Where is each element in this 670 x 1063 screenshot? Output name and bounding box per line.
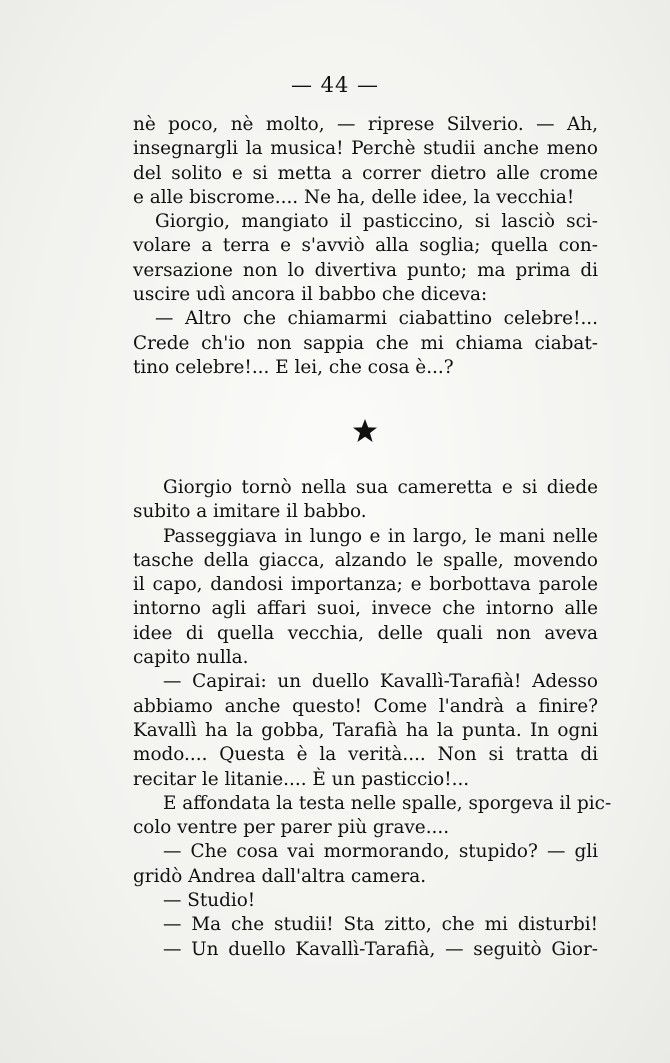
text-line: — Che cosa vai mormorando, stupido? — gli: [163, 841, 598, 863]
text-line: versazione non lo divertiva punto; ma prima di: [133, 259, 598, 281]
text-line: il capo, dandosi importanza; e borbottava parole: [133, 574, 598, 596]
star-icon: [352, 418, 378, 444]
text-line: Crede ch'io non sappia che mi chiama ciabat-: [133, 332, 598, 354]
text-line: — Capirai: un duello Kavallì-Tarafià! Adesso: [163, 671, 598, 693]
paragraph-block-1: [133, 113, 598, 380]
text-line: — Un duello Kavallì-Tarafià, — seguitò Gior-: [163, 938, 598, 960]
text-line: tasche della giacca, alzando le spalle, movendo: [133, 549, 598, 571]
text-line: modo.... Questa è la verità.... Non si tratta di: [133, 744, 598, 766]
text-line: idee di quella vecchia, delle quali non aveva: [133, 622, 598, 644]
text-line: intorno agli affari suoi, invece che intorno alle: [133, 598, 598, 620]
text-line: recitar le litanie.... È un pasticcio!...: [133, 768, 470, 790]
text-line: — Altro che chiamarmi ciabattino celebre!...: [155, 308, 598, 330]
text-line: capito nulla.: [133, 647, 249, 669]
text-line: volare a terra e s'avviò alla soglia; quella con-: [133, 235, 598, 257]
text-line: uscire udì ancora il babbo che diceva:: [133, 284, 488, 306]
text-line: Kavallì ha la gobba, Tarafià ha la punta. In ogni: [133, 719, 598, 741]
text-line: colo ventre per parer più grave....: [133, 817, 450, 839]
text-line: Giorgio, mangiato il pasticcino, si lasciò sci-: [155, 211, 598, 233]
text-line: — Studio!: [163, 890, 256, 912]
text-line: Giorgio tornò nella sua cameretta e si diede: [163, 477, 598, 498]
text-line: tino celebre!... E lei, che cosa è...?: [133, 356, 454, 378]
text-line: Passeggiava in lungo e in largo, le mani nelle: [163, 525, 598, 547]
text-line: e alle biscrome.... Ne ha, delle idee, la vecchia!: [133, 186, 575, 208]
text-line: insegnargli la musica! Perchè studii anche meno: [133, 138, 598, 160]
page-number: — 44 —: [290, 73, 380, 97]
text-line: subito a imitare il babbo.: [133, 501, 367, 523]
text-line: E affondata la testa nelle spalle, sporgeva il pic-: [163, 792, 612, 814]
text-line: — Ma che studii! Sta zitto, che mi disturbi!: [163, 914, 598, 936]
text-line: abbiamo anche questo! Come l'andrà a finire?: [133, 695, 598, 717]
text-line: gridò Andrea dall'altra camera.: [133, 865, 427, 887]
text-line: nè poco, nè molto, — riprese Silverio. — Ah,: [133, 114, 598, 135]
paragraph-block-2: [133, 476, 612, 962]
text-line: del solito e si metta a correr dietro alle crome: [133, 162, 598, 184]
